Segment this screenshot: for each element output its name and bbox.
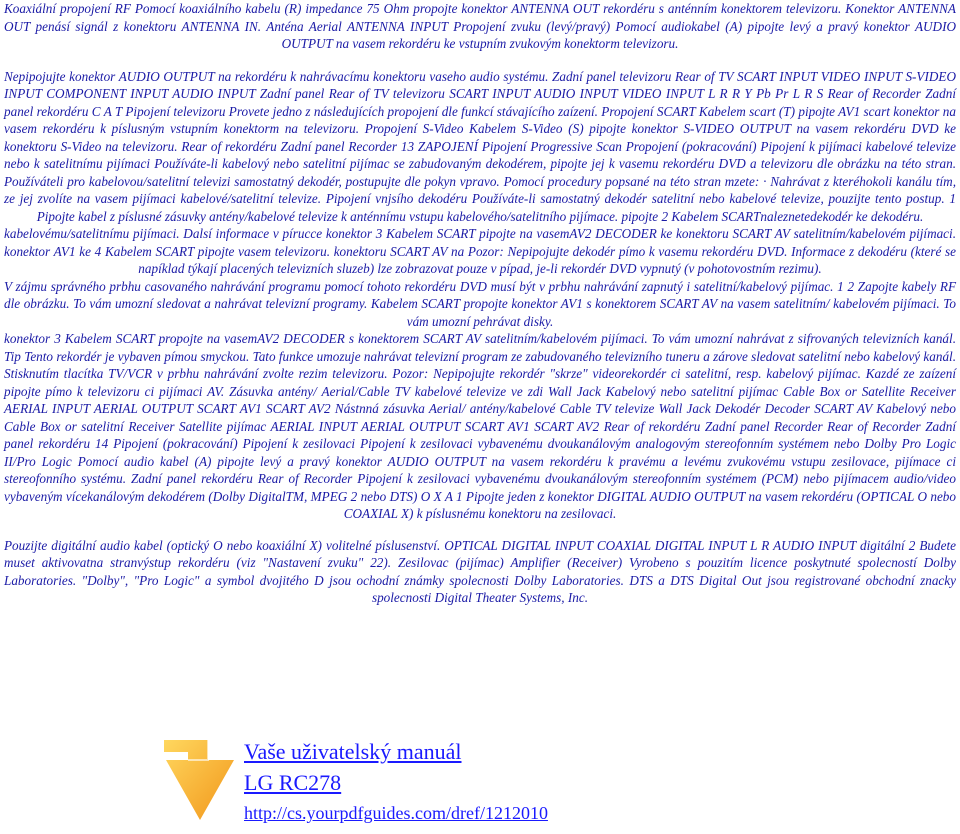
manual-link[interactable]: Vaše uživatelský manuál [244, 739, 462, 764]
paragraph-digital-audio: Pouzijte digitální audio kabel (optický O nebo koaxiální X) volitelné píslusenství. OPTICAL DIGITAL INPUT COAXIAL DIGITAL INPUT L R AUDIO INPUT digitální 2 Budete muset aktivovatna stranvýstup rekordéru (viz "Nastavení zvuku" 22). Zesilovac (pijímac) Amplifier (Receiver) Vyrobeno s pouzitím licence poskytnuté spolecností Dolby Laboratories. "Dolby", "Pro Logic" a symbol dvojitého D jsou ochodní známky spolecnosti Dolby Laboratories. DTS a DTS Digital Out jsou registrované obchodní znacky spolecnosti Digital Theater Systems, Inc. [4, 537, 956, 605]
url-link[interactable]: http://cs.yourpdfguides.com/dref/1212010 [244, 803, 548, 823]
paragraph-tv-connection: Nepipojujte konektor AUDIO OUTPUT na rekordéru k nahrávacímu konektoru vaseho audio systému. Zadní panel televizoru Rear of TV SCART INPUT VIDEO INPUT S-VIDEO INPUT COMPONENT INPUT AUDIO INPUT Zadní panel Rear of TV televizoru SCART INPUT AUDIO INPUT VIDEO INPUT L R R Y Pb Pr L R S Rear of Recorder Zadní panel rekordéru C A T Pipojení televizoru Provete jedno z následujících propojení dle funkcí stávajícího zaízení. Propojení SCART Kabelem scart (T) pipojte AV1 scart konektor na vasem rekordéru k píslusným vstupním konektorm na televizoru. Propojení S-Video Kabelem S-Video (S) pipojte konektor S-VIDEO OUTPUT na vasem rekordéru DVD ke konektoru S-Video na televizoru. Rear of rekordéru Zadní panel Recorder 13 ZAPOJENÍ Pipojení Progressive Scan Propojení (pokracování) Pipojení k pijímaci kabelové televize nebo k satelitnímu pijímaci Používáte-li kabelový nebo satelitní pijímac se zabudovaným dekodérem, pipojte jej k vasemu rekordéru DVD a televizoru dle obrázku na této stran. Používáteli pro kabelovou/satelitní televizi samostatný dekodér, postupujte dle pokyn vpravo. Pomocí procedury popsané na této stran mzete: · Nahrávat z kteréhokoli kanálu tím, ze jej zvolíte na vasem pijímaci kabelové/satelitní televize. Pipojení vnjsího dekodéru Používáte-li samostatný dekodér satelitní nebo kabelové televize, pouzijte tento postup. 1 Pipojte kabel z píslusné zásuvky antény/kabelové televize k anténnímu vstupu kabelového/satelitního pijímace. pipojte 2 Kabelem SCARTnaleznetedekodér ke dekodéru. [4, 68, 956, 224]
footer-links [244, 736, 548, 828]
paragraph-connections: Koaxiální propojení RF Pomocí koaxiálního kabelu (R) impedance 75 Ohm propojte konektor ANTENNA OUT rekordéru s anténním konektorem televizoru. Konektor ANTENNA OUT penásí signál z konektoru ANTENNA IN. Anténa Aerial ANTENNA INPUT Propojení zvuku (levý/pravý) Pomocí audiokabel (A) pipojte levý a pravý konektor AUDIO OUTPUT na vasem rekordéru ke vstupním zvukovým konektorm televizoru. [4, 1, 956, 51]
paragraph-timer-recording: V zájmu správného prbhu casovaného nahrávání programu pomocí tohoto rekordéru DVD musí být v prbhu nahrávání zapnutý i satelitní/kabelový pijímac. 1 2 Zapojte kabely RF dle obrázku. To vám umozní sledovat a nahrávat televizní programy. Kabelem SCART propojte konektor AV1 s konektorem SCART AV na vasem satelitním/ kabelovém pijímaci. To vám umozní pehrávat disky. [4, 278, 956, 329]
paragraph-amplifier: konektor 3 Kabelem SCART propojte na vasemAV2 DECODER s konektorem SCART AV satelitním/kabelovém pijímaci. To vám umozní nahrávat z sifrovaných televizních kanál. Tip Tento rekordér je vybaven pímou smyckou. Tato funkce umozuje nahrávat televizní program ze zabudovaného televizního tuneru a zárove sledovat satelitní nebo kabelový kanál. Stisknutím tlacítka TV/VCR v prbhu nahrávání zvolte rezim televizoru. Pozor: Nepipojujte rekordér "skrze" videorekordér ci satelitní, resp. kabelový pijímac. Kazdé ze zaízení pipojte pímo k televizoru ci pijímaci AV. Zásuvka antény/ Aerial/Cable TV kabelové televize ve zdi Wall Jack Kabelový nebo satelitní pijímac Cable Box or Satellite Receiver AERIAL INPUT AERIAL OUTPUT SCART AV1 SCART AV2 Nástnná zásuvka Aerial/ antény/kabelové Cable TV televize Wall Jack Dekodér Decoder SCART AV Kabelový nebo Cable Box or satelitní Receiver Satellite pijímac AERIAL INPUT AERIAL OUTPUT SCART AV1 SCART AV2 Rear of rekordéru Zadní panel Recorder Rear of Recorder Zadní panel rekordéru 14 Pipojení (pokracování) Pipojení k zesilovaci Pipojení k zesilovaci vybavenému dvoukanálovým analogovým stereofonním systémem nebo Dolby Pro Logic II/Pro Logic Pomocí audio kabel (A) pipojte levý a pravý konektor AUDIO OUTPUT na vasem rekordéru k pravému a levému zvukovému vstupu zesilovace, pijímace ci stereofonního systému. Zadní panel rekordéru Rear of Recorder Pipojení k zesilovaci vybavenému dvoukanálovým stereofonním systémem (PCM) nebo pijímacem audio/video vybaveným vícekanálovým dekodérem (Dolby DigitalTM, MPEG 2 nebo DTS) O X A 1 Pipojte jeden z konektor DIGITAL AUDIO OUTPUT na vasem rekordéru (OPTICAL O nebo COAXIAL X) k píslusnému konektoru na zesilovaci. [4, 331, 956, 521]
arrow-logo-icon [158, 734, 238, 824]
paragraph-decoder: kabelovému/satelitnímu pijímaci. Dalsí informace v pírucce konektor 3 Kabelem SCART pipojte na vasemAV2 DECODER ke konektoru SCART AV satelitním/kabelovém pijímaci. konektor AV1 ke 4 Kabelem SCART pipojte vasem televizoru. konektoru SCART AV na Pozor: Nepipojujte dekodér pímo k vasemu rekordéru DVD. Informace z dekodéru (které se napíklad týkají placených televizních sluzeb) lze zobrazovat pouze v pípad, je-li rekordér DVD vypnutý (v pohotovostním rezimu). [4, 226, 956, 276]
model-link[interactable]: LG RC278 [244, 770, 342, 795]
footer [158, 732, 618, 828]
